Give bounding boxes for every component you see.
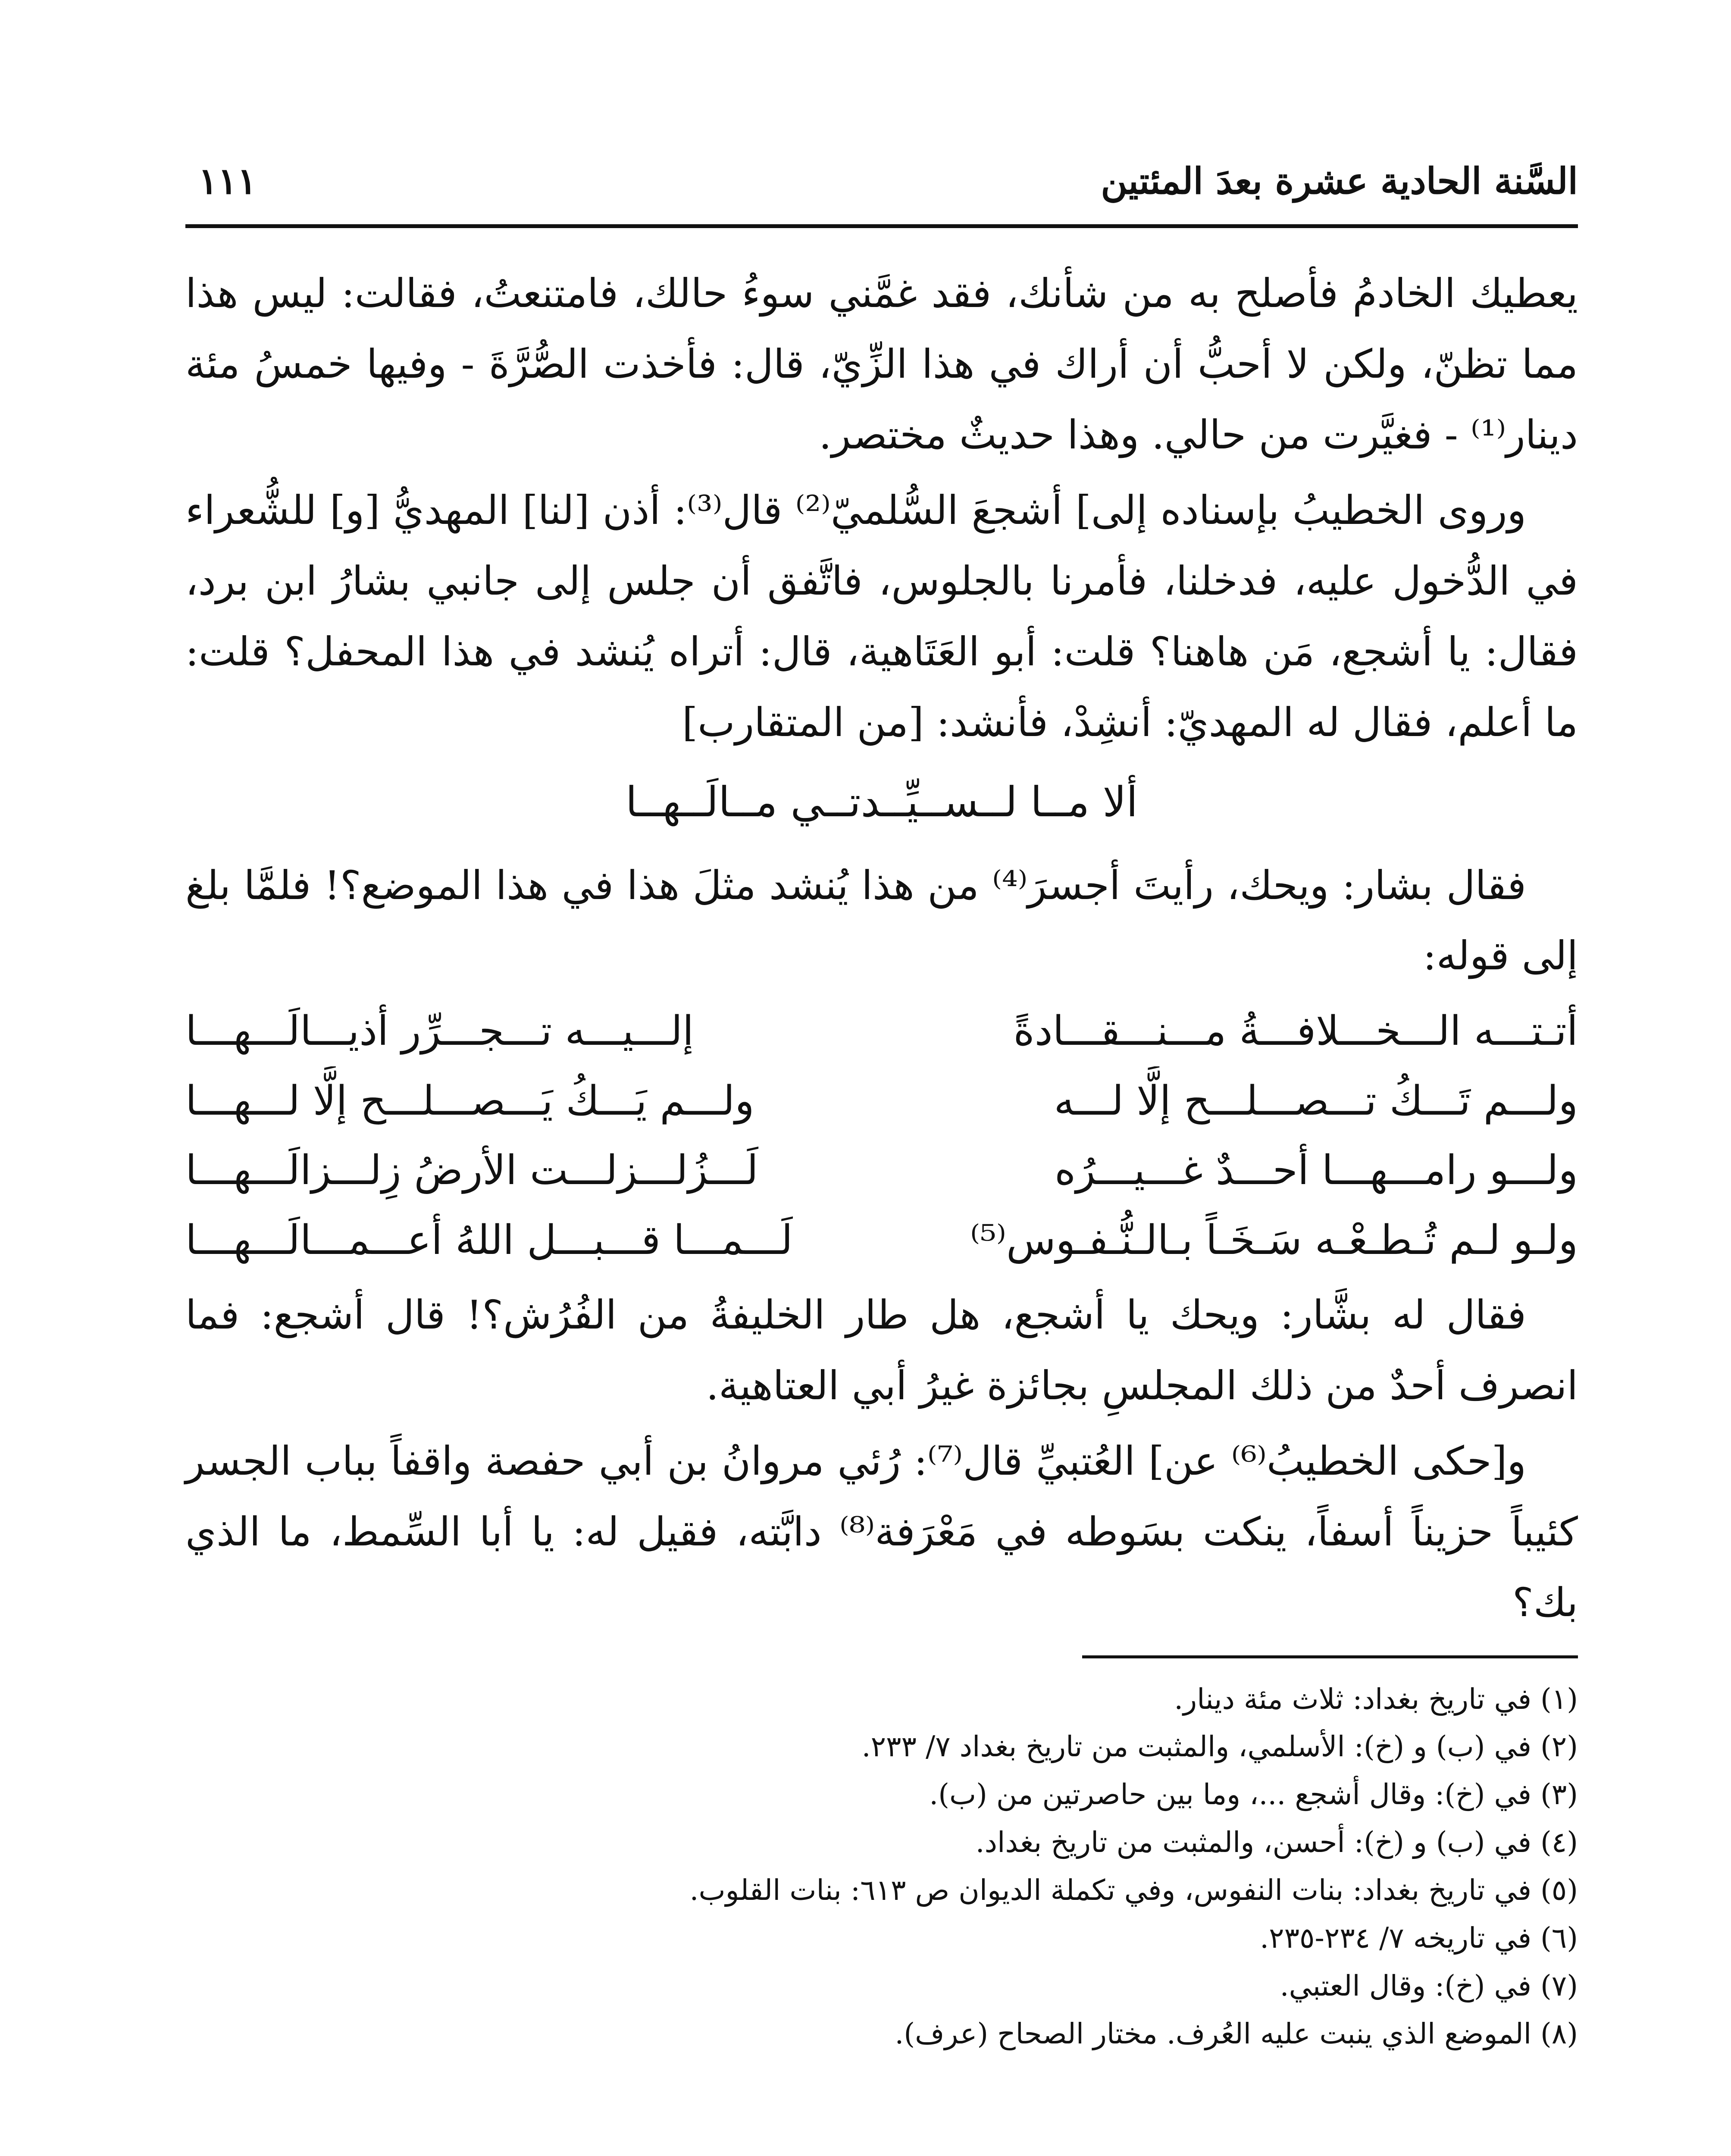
footnote-3: (٣) في (خ): وقال أشجع ...، وما بين حاصرتين من (ب). [929, 1778, 1578, 1811]
verse-first-hemistich: ولـــم تَـــكُ تـــصـــلـــح إلَّا لـــه [1054, 1077, 1578, 1125]
running-title: السَّنة الحادية عشرة بعدَ المئتين [1101, 160, 1578, 202]
paragraph-5: و[حكى الخطيبُ⁽⁶⁾ عن] العُتبيِّ قال⁽⁷⁾: رُئي مروانُ بن أبي حفصة واقفاً بباب الجسر كئيباً حزيناً أسفاً، ينكت بسَوطه في مَعْرَفة⁽⁸⁾ دابَّته، فقيل له: يا أبا السِّمط، ما الذي بك؟ [185, 1438, 1578, 1626]
paragraph-3: فقال بشار: ويحك، رأيتَ أجسرَ⁽⁴⁾ من هذا يُنشد مثلَ هذا في هذا الموضع؟! فلمَّا بلغ إلى قوله: [185, 862, 1578, 979]
verse-first-hemistich: ولـو لـم تُـطـعْـه سَـخَـاً بـالـنُّـفـوس⁽⁵⁾ [970, 1217, 1578, 1264]
footnote-5: (٥) في تاريخ بغداد: بنات النفوس، وفي تكملة الديوان ص ٦١٣: بنات القلوب. [689, 1874, 1578, 1907]
page-header [185, 142, 1578, 228]
verse-second-hemistich: لَـــزُلـــزلـــت الأرضُ زِلـــزالَـــهـــا [185, 1147, 758, 1194]
footnote-8: (٨) الموضع الذي ينبت عليه العُرف. مختار الصحاح (عرف). [895, 2017, 1578, 2050]
footnotes [185, 1676, 1578, 2058]
verse-row [185, 1206, 1578, 1275]
verse-row [185, 997, 1578, 1066]
verse-single: ألا مــا لــســيِّــدتــي مــالَــهــا [625, 778, 1138, 827]
footnote-1: (١) في تاريخ بغداد: ثلاث مئة دينار. [1174, 1682, 1578, 1716]
footnote-4: (٤) في (ب) و (خ): أحسن، والمثبت من تاريخ بغداد. [975, 1826, 1578, 1859]
verse-second-hemistich: لَـــمـــا قـــبـــل اللهُ أعـــمـــالَـــهـــا [185, 1217, 793, 1264]
body-text [185, 258, 1578, 1638]
verse-first-hemistich: أتـتـــه الـــخـــلافـــةُ مـــنـــقـــادةً [1013, 1008, 1578, 1055]
verse-row [185, 1066, 1578, 1136]
verse-second-hemistich: إلـــيـــه تـــجـــرِّر أذيـــالَـــهـــا [185, 1008, 694, 1055]
verse-second-hemistich: ولـــم يَـــكُ يَـــصـــلـــح إلَّا لـــهـــا [185, 1077, 754, 1125]
verse-row [185, 1136, 1578, 1206]
paragraph-2: وروى الخطيبُ بإسناده إلى] أشجعَ السُّلميّ⁽²⁾ قال⁽³⁾: أذن [لنا] المهديُّ [و] للشُّعراء في الدُّخول عليه، فدخلنا، فأمرنا بالجلوس، فاتَّفق أن جلس إلى جانبي بشارُ ابن برد، فقال: يا أشجع، مَن هاهنا؟ قلت: أبو العَتَاهية، قال: أتراه يُنشد في هذا المحفل؟ قلت: ما أعلم، فقال له المهديّ: أنشِدْ، فأنشد: [من المتقارب] [185, 487, 1578, 746]
page-number: ١١١ [198, 160, 257, 202]
footnote-divider [1082, 1655, 1578, 1658]
poem-verses [185, 997, 1578, 1275]
footnote-6: (٦) في تاريخه ٧/ ٢٣٤-٢٣٥. [1260, 1921, 1578, 1955]
book-page [185, 142, 1578, 2156]
footnote-2: (٢) في (ب) و (خ): الأسلمي، والمثبت من تاريخ بغداد ٧/ ٢٣٣. [861, 1730, 1578, 1764]
paragraph-1: يعطيك الخادمُ فأصلح به من شأنك، فقد غمَّني سوءُ حالك، فامتنعتُ، فقالت: ليس هذا مما تظنّ، ولكن لا أحبُّ أن أراك في هذا الزِّيّ، قال: فأخذت الصُّرَّةَ - وفيها خمسُ مئة دينار⁽¹⁾ - فغيَّرت من حالي. وهذا حديثٌ مختصر. [185, 270, 1578, 458]
footnote-7: (٧) في (خ): وقال العتبي. [1280, 1969, 1578, 2002]
verse-first-hemistich: ولـــو رامـــهـــا أحـــدٌ غـــيـــرُه [1055, 1147, 1578, 1194]
paragraph-4: فقال له بشَّار: ويحك يا أشجع، هل طار الخليفةُ من الفُرُش؟! قال أشجع: فما انصرف أحدٌ من ذلك المجلسِ بجائزة غيرُ أبي العتاهية. [185, 1291, 1578, 1409]
